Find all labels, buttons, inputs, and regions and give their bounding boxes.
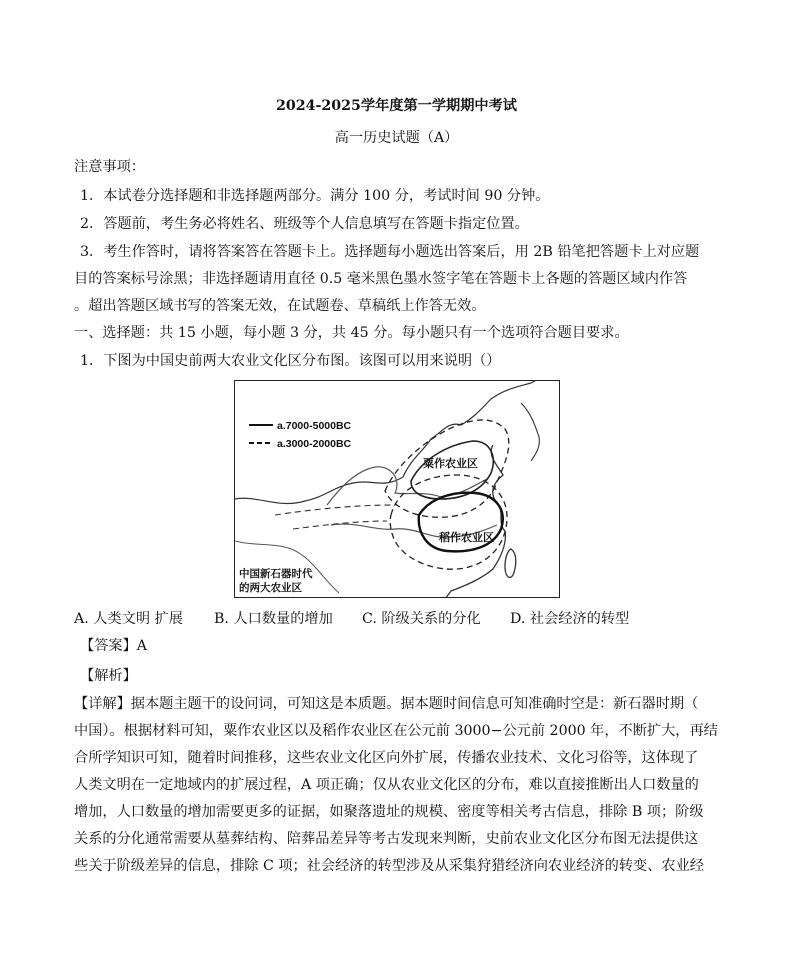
- analysis-heading: 【解析】: [80, 668, 137, 684]
- exam-subtitle: 高一历史试题（A）: [334, 130, 459, 146]
- map-graphic: [235, 381, 560, 598]
- option-c[interactable]: C. 阶级关系的分化: [362, 611, 481, 627]
- notice-item-3-end: 。超出答题区域书写的答案无效，在试题卷、草稿纸上作答无效。: [74, 298, 486, 314]
- taiwan-outline: [505, 549, 516, 577]
- map-caption-line-1: 中国新石器时代: [239, 568, 313, 580]
- rice-zone-label: 稻作农业区: [439, 531, 494, 544]
- zone-dashed-band: [275, 505, 395, 515]
- millet-zone-early: [411, 441, 493, 499]
- answer-line: 【答案】A: [80, 638, 147, 654]
- section-heading: 一、选择题：共 15 小题，每小题 3 分，共 45 分。每小题只有一个选项符合题目要求。: [74, 325, 629, 341]
- answer-options: [74, 609, 722, 629]
- analysis-line-1: 【详解】据本题主题干的设问词，可知这是本质题。据本题时间信息可知准确时空是：新石器时期（: [74, 696, 699, 712]
- legend-dashed-label: a.3000-2000BC: [277, 438, 352, 450]
- agriculture-map: [234, 380, 560, 598]
- option-b[interactable]: B. 人口数量的增加: [214, 611, 333, 627]
- notice-item-3-cont: 目的答案标号涂黑；非选择题请用直径 0.5 毫米黑色墨水签字笔在答题卡上各题的答题区域内作答: [74, 271, 688, 287]
- analysis-line-3: 合所学知识可知，随着时间推移，这些农业文化区向外扩展，传播农业技术、文化习俗等，这体现了: [74, 750, 699, 766]
- analysis-line-7: 些关于阶级差异的信息，排除 C 项；社会经济的转型涉及从采集狩猎经济向农业经济的转变、农业经: [74, 858, 704, 874]
- yellow-river: [327, 467, 487, 505]
- korea-outline: [521, 403, 539, 461]
- notice-item-1: 1．本试卷分选择题和非选择题两部分。满分 100 分，考试时间 90 分钟。: [80, 188, 550, 204]
- analysis-line-4: 人类文明在一定地域内的扩展过程，A 项正确；仅从农业文化区的分布，难以直接推断出人口数量的: [74, 777, 699, 793]
- question-stem: 1．下图为中国史前两大农业文化区分布图。该图可以用来说明（）: [80, 353, 501, 369]
- legend-solid-label: a.7000-5000BC: [277, 420, 352, 432]
- option-d[interactable]: D. 社会经济的转型: [510, 611, 630, 627]
- analysis-line-5: 增加，人口数量的增加需要更多的证据，如聚落遗址的规模、密度等相关考古信息，排除 B 项；阶级: [74, 804, 704, 820]
- notice-item-2: 2．答题前，考生务必将姓名、班级等个人信息填写在答题卡指定位置。: [80, 216, 529, 232]
- map-caption-line-2: 的两大农业区: [239, 582, 302, 594]
- notice-heading: 注意事项：: [74, 159, 145, 175]
- notice-item-3: 3．考生作答时，请将答案答在答题卡上。选择题每小题选出答案后，用 2B 铅笔把答题卡上对应题: [80, 244, 700, 260]
- analysis-line-6: 关系的分化通常需要从墓葬结构、陪葬品差异等考古发现来判断，史前农业文化区分布图无法提供这: [74, 831, 699, 847]
- analysis-line-2: 中国）。根据材料可知，粟作农业区以及稻作农业区在公元前 3000−公元前 2000 年，不断扩大，再结: [74, 723, 718, 739]
- option-a[interactable]: A. 人类文明 扩展: [74, 611, 183, 627]
- rice-zone-late: [390, 475, 507, 569]
- exam-title: 2024-2025学年度第一学期期中考试: [276, 98, 517, 114]
- millet-zone-label: 粟作农业区: [423, 457, 478, 470]
